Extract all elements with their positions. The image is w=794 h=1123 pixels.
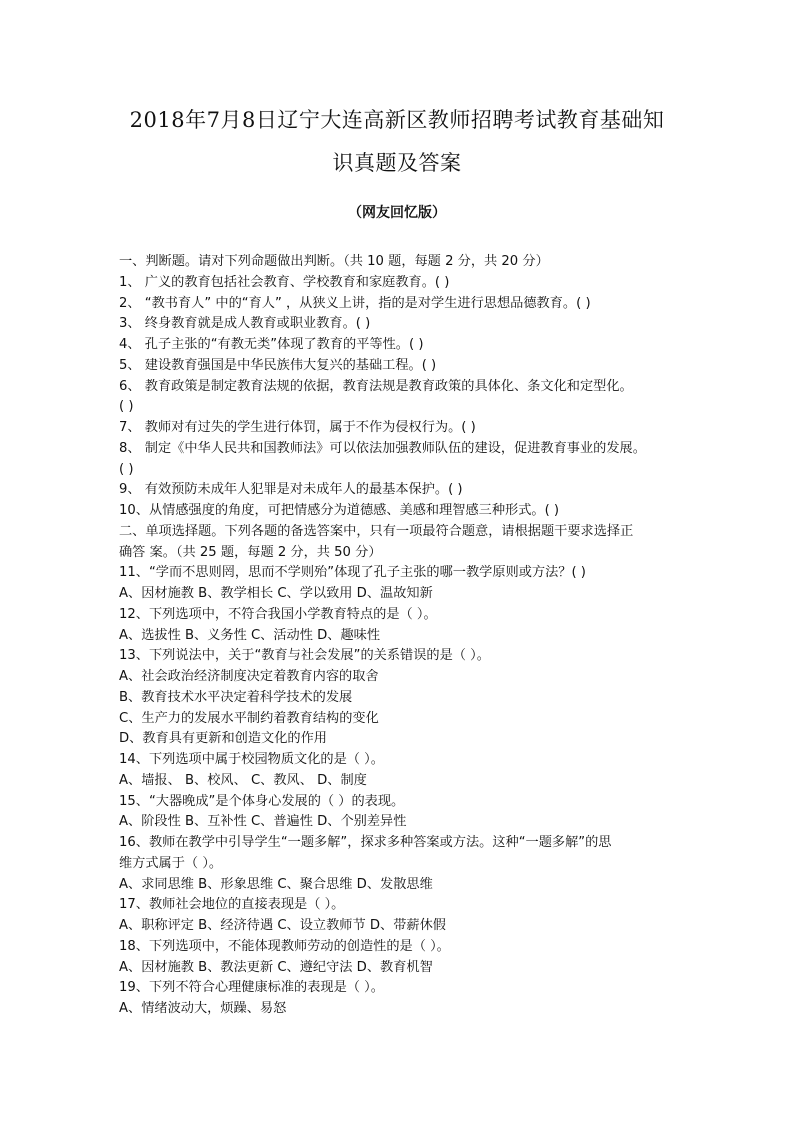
text-line: 19、下列不符合心理健康标准的表现是（ ）。 — [119, 980, 384, 996]
text-line: 3、 终身教育就是成人教育或职业教育。( ) — [119, 316, 371, 332]
text-line: 14、下列选项中属于校园物质文化的是（ ）。 — [119, 752, 384, 767]
text-line: 10、从情感强度的角度，可把情感分为道德感、美感和理智感三种形式。( ) — [119, 503, 560, 518]
text-line: ( ) — [119, 461, 134, 477]
text-line: A、墙报、 B、校风、 C、教风、 D、制度 — [119, 772, 367, 788]
text-line: 二、单项选择题。下列各题的备选答案中，只有一项最符合题意，请根据题干要求选择正 — [119, 523, 634, 539]
text-line: A、因材施教 B、教法更新 C、遵纪守法 D、教育机智 — [119, 959, 433, 975]
text-line: 11、“学而不思则罔，思而不学则殆”体现了孔子主张的哪一教学原则或方法？( ) — [119, 565, 586, 581]
text-line: 9、 有效预防未成年人犯罪是对未成年人的最基本保护。( ) — [119, 482, 463, 498]
text-line: 2、 “教书育人” 中的“育人” ，从狭义上讲，指的是对学生进行思想品德教育。( ) — [119, 295, 591, 311]
text-line: A、情绪波动大，烦躁、易怒 — [119, 1001, 287, 1016]
text-line: 6、 教育政策是制定教育法规的依据，教育法规是教育政策的具体化、条文化和定型化。 — [119, 378, 633, 394]
text-line: A、职称评定 B、经济待遇 C、设立教师节 D、带薪休假 — [119, 918, 446, 933]
document-title-line-2: 识真题及答案 — [332, 151, 462, 175]
text-line: A、因材施教 B、教学相长 C、学以致用 D、温故知新 — [119, 586, 433, 601]
text-line: 18、下列选项中，不能体现教师劳动的创造性的是（ ）。 — [119, 938, 450, 954]
text-line: 7、 教师对有过失的学生进行体罚，属于不作为侵权行为。( ) — [119, 420, 476, 435]
text-line: A、社会政治经济制度决定着教育内容的取舍 — [119, 669, 379, 684]
text-line: B、教育技术水平决定着科学技术的发展 — [119, 689, 353, 705]
text-line: 8、 制定《中华人民共和国教师法》可以依法加强教师队伍的建设，促进教育事业的发展。 — [119, 440, 646, 456]
text-line: A、选拔性 B、义务性 C、活动性 D、趣味性 — [119, 627, 381, 643]
text-line: 确答 案。（共 25 题，每题 2 分，共 50 分） — [119, 544, 382, 560]
text-line: A、求同思维 B、形象思维 C、聚合思维 D、发散思维 — [119, 876, 433, 892]
text-line: ( ) — [119, 399, 134, 415]
text-line: 维方式属于（ ）。 — [119, 855, 223, 871]
text-line: 17、教师社会地位的直接表现是（ ）。 — [119, 897, 345, 913]
text-line: 13、下列说法中，关于“教育与社会发展”的关系错误的是（ ）。 — [119, 648, 490, 664]
text-line: 5、 建设教育强国是中华民族伟大复兴的基础工程。( ) — [119, 357, 437, 373]
text-line: C、生产力的发展水平制约着教育结构的变化 — [119, 710, 379, 726]
text-line: 12、下列选项中，不符合我国小学教育特点的是（ ）。 — [119, 606, 437, 622]
text-line: 1、 广义的教育包括社会教育、学校教育和家庭教育。( ) — [119, 274, 450, 290]
document-title-line-1: 2018年7月8日辽宁大连高新区教师招聘考试教育基础知 — [129, 108, 665, 132]
text-line: 4、 孔子主张的“有教无类”体现了教育的平等性。( ) — [119, 337, 424, 352]
question-list — [119, 252, 689, 1020]
text-line: 16、教师在教学中引导学生“一题多解”，探求多种答案或方法。这种“一题多解”的思 — [119, 835, 612, 850]
text-line: 一、判断题。请对下列命题做出判断。（共 10 题，每题 2 分，共 20 分） — [119, 254, 549, 269]
text-line: A、阶段性 B、互补性 C、普遍性 D、个别差异性 — [119, 814, 407, 830]
text-line: D、教育具有更新和创造文化的作用 — [119, 731, 327, 747]
document-subtitle: （网友回忆版） — [348, 205, 446, 221]
text-line: 15、“大器晚成”是个体身心发展的（ ）的表现。 — [119, 793, 405, 809]
